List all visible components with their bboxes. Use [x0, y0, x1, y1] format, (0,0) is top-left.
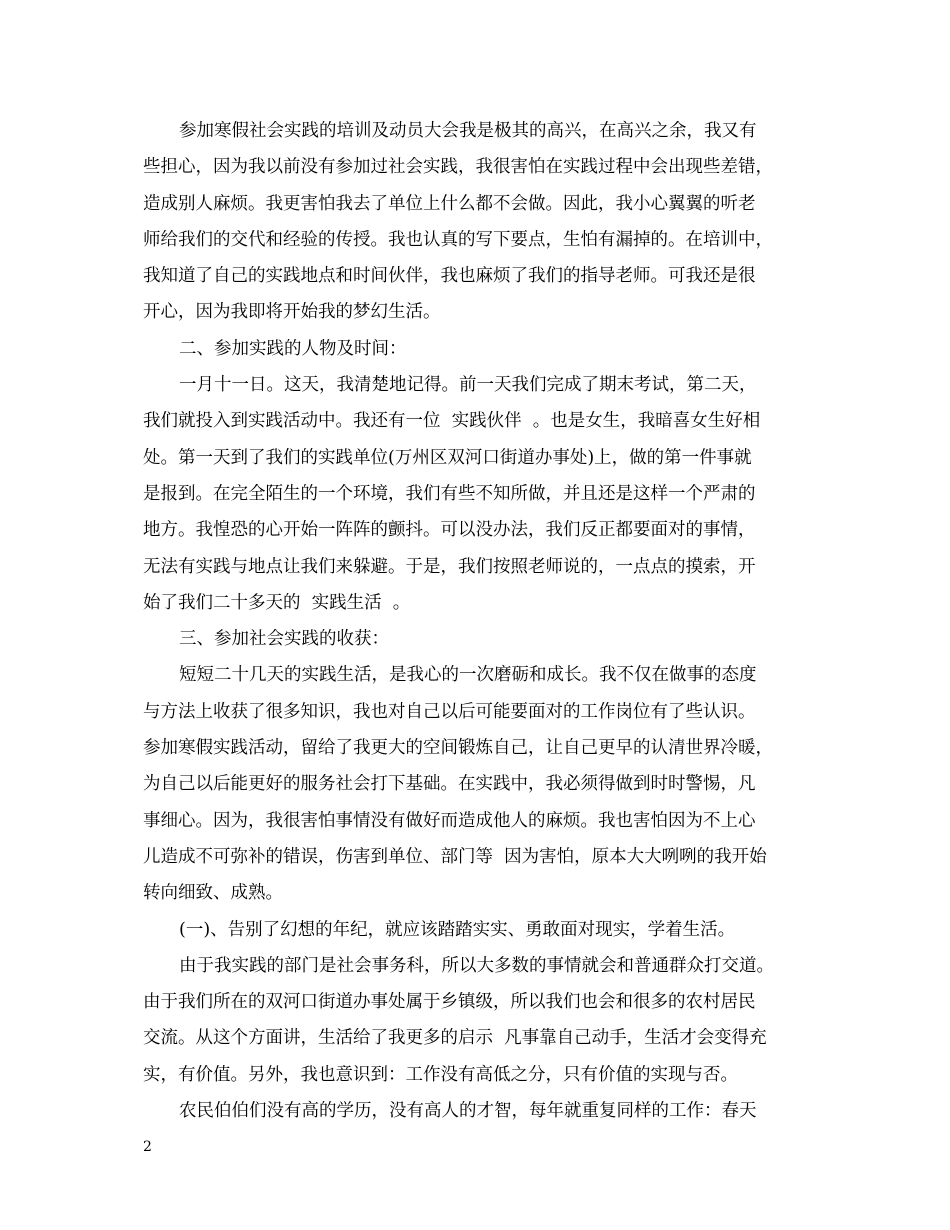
text-line: 开心，因为我即将开始我的梦幻生活。 — [143, 302, 441, 323]
text-line: 短短二十几天的实践生活，是我心的一次磨砺和成长。我不仅在做事的态度 — [179, 665, 757, 686]
text-line: 参加寒假社会实践的培训及动员大会我是极其的高兴，在高兴之余，我又有 — [179, 121, 757, 141]
section-heading: 三、参加社会实践的收获： — [179, 629, 389, 650]
text-line: 为自己以后能更好的服务社会打下基础。在实践中，我必须得做到时时警惕，凡 — [143, 774, 756, 795]
text-line: 是报到。在完全陌生的一个环境，我们有些不知所做，并且还是这样一个严肃的 — [143, 483, 756, 504]
text-line: 些担心，因为我以前没有参加过社会实践，我很害怕在实践过程中会出现些差错， — [143, 157, 773, 178]
text-line: 参加寒假实践活动，留给了我更大的空间锻炼自己，让自己更早的认清世界冷暖， — [143, 738, 773, 759]
text-line: 事细心。因为，我很害怕事情没有做好而造成他人的麻烦。我也害怕因为不上心 — [143, 810, 756, 831]
text-line: 一月十一日。这天，我清楚地记得。前一天我们完成了期末考试，第二天， — [179, 375, 757, 396]
text-line: 我们就投入到实践活动中。我还有一位 实践伙伴 。也是女生，我暗喜女生好相 — [143, 411, 761, 432]
page-number: 2 — [143, 1139, 152, 1155]
section-heading: 二、参加实践的人物及时间： — [179, 338, 407, 359]
text-line: 地方。我惶恐的心开始一阵阵的颤抖。可以没办法，我们反正都要面对的事情， — [143, 520, 756, 541]
text-line: 儿造成不可弥补的错误，伤害到单位、部门等 因为害怕，原本大大咧咧的我开始 — [143, 846, 767, 867]
text-line: 无法有实践与地点让我们来躲避。于是，我们按照老师说的，一点点的摸索，开 — [143, 556, 756, 577]
document-body — [143, 113, 815, 1129]
text-line: 与方法上收获了很多知识，我也对自己以后可能要面对的工作岗位有了些认识。 — [143, 701, 756, 722]
text-line: 我知道了自己的实践地点和时间伙伴，我也麻烦了我们的指导老师。可我还是很 — [143, 266, 756, 287]
text-line: 转向细致、成熟。 — [143, 883, 283, 904]
text-line: 始了我们二十多天的 实践生活 。 — [143, 592, 411, 613]
text-line: 造成别人麻烦。我更害怕我去了单位上什么都不会做。因此，我小心翼翼的听老 — [143, 193, 756, 214]
text-line: 由于我们所在的双河口街道办事处属于乡镇级，所以我们也会和很多的农村居民 — [143, 992, 756, 1013]
text-line: 处。第一天到了我们的实践单位(万州区双河口街道办事处)上，做的第一件事就 — [143, 447, 752, 468]
subsection-heading: (一)、告别了幻想的年纪，就应该踏踏实实、勇敢面对现实，学着生活。 — [179, 919, 736, 940]
text-line: 师给我们的交代和经验的传授。我也认真的写下要点，生怕有漏掉的。在培训中， — [143, 229, 773, 250]
text-line: 交流。从这个方面讲，生活给了我更多的启示 凡事靠自己动手，生活才会变得充 — [143, 1028, 767, 1049]
text-line: 由于我实践的部门是社会事务科，所以大多数的事情就会和普通群众打交道。 — [179, 955, 774, 976]
text-line: 农民伯伯们没有高的学历，没有高人的才智，每年就重复同样的工作：春天 — [179, 1101, 757, 1122]
text-line: 实，有价值。另外，我也意识到：工作没有高低之分，只有价值的实现与否。 — [143, 1064, 738, 1085]
